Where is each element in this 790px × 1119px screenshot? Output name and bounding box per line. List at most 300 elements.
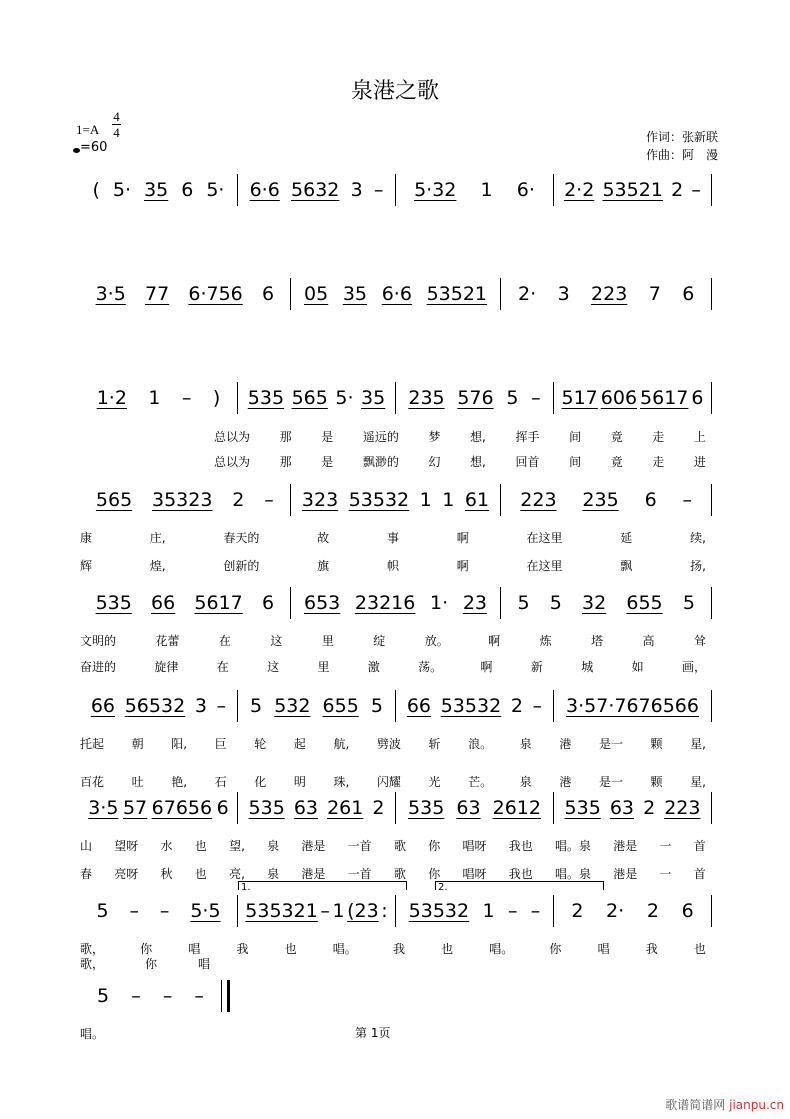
note-group: 261	[327, 797, 364, 819]
measure	[501, 283, 711, 305]
note-group: 323	[301, 489, 339, 511]
note-group: 2	[671, 179, 684, 201]
note-group: 535	[564, 797, 601, 819]
note-group: 23	[462, 592, 488, 614]
lyric-word: 故	[317, 531, 330, 545]
measure	[396, 900, 553, 922]
barline	[711, 278, 712, 310]
note-group: (	[92, 179, 100, 201]
lyric-word: 我	[236, 942, 249, 956]
lyric-word: 我也	[508, 867, 533, 881]
note-group: 5	[517, 592, 530, 614]
note-group: 5	[682, 592, 695, 614]
lyric-word: 飘	[620, 559, 633, 573]
lyric-word: 康	[80, 531, 93, 545]
lyric-word: 望,	[229, 839, 245, 853]
note-group: 3·5	[88, 797, 119, 819]
lyric-word: 耸	[693, 634, 706, 648]
lyric-word: 啊	[480, 660, 493, 674]
lyric-line	[80, 529, 706, 546]
lyric-word: 星,	[690, 775, 706, 789]
lyric-word: 你	[140, 942, 153, 956]
note-group: 3	[557, 283, 570, 305]
note-group: (23	[347, 900, 379, 922]
note-group: 655	[626, 592, 663, 614]
lyric-word: 亮,	[229, 867, 245, 881]
barline	[711, 690, 712, 722]
note-group: 35	[361, 387, 386, 409]
lyric-word: 荡。	[418, 660, 443, 674]
measure	[80, 900, 237, 922]
lyric-word: 续,	[690, 531, 706, 545]
note-group: –	[532, 695, 543, 717]
lyric-line	[80, 735, 706, 752]
note-group: 5	[250, 695, 263, 717]
note-group: 5·32	[414, 179, 457, 201]
note-group: 35	[144, 179, 169, 201]
lyric-word: 艳,	[171, 775, 188, 789]
note-group: 576	[457, 387, 494, 409]
lyric-word: 是	[321, 430, 334, 444]
lyric-word: 巨	[214, 737, 227, 751]
note-group: 61	[464, 489, 490, 511]
note-group: 66	[151, 592, 176, 614]
note-group: 57	[122, 797, 148, 819]
note-group: –	[530, 900, 541, 922]
lyric-word: 走	[652, 455, 665, 469]
lyric-word: 唱	[197, 957, 210, 971]
lyric-word: 也	[441, 942, 454, 956]
note-group: 565	[95, 489, 133, 511]
lyric-word: 也	[284, 942, 297, 956]
note-group: 2	[646, 900, 659, 922]
lyric-word: 颗	[650, 775, 663, 789]
staff-line	[80, 895, 712, 927]
lyric-word: 旗	[317, 559, 330, 573]
note-group: 6	[181, 179, 194, 201]
note-group: 6·756	[188, 283, 243, 305]
note-group: –	[216, 695, 227, 717]
note-group: 1	[332, 900, 345, 922]
lyric-word: 放。	[424, 634, 449, 648]
note-group: 23216	[354, 592, 416, 614]
lyric-line	[214, 453, 706, 470]
lyric-word: 光	[428, 775, 441, 789]
staff-line	[80, 382, 712, 414]
note-group: 223	[591, 283, 628, 305]
lyric-word: 啊	[456, 559, 469, 573]
composer: 作曲：阿 漫	[646, 148, 719, 162]
lyric-word: 你	[549, 942, 562, 956]
time-bottom: 4	[113, 125, 120, 140]
note-group: 2	[510, 695, 523, 717]
lyric-word: 挥手	[515, 430, 540, 444]
barline	[711, 382, 712, 414]
lyric-word: 一	[659, 867, 672, 881]
note-group: 2	[643, 797, 656, 819]
note-group: –	[129, 900, 139, 922]
staff-line	[80, 587, 712, 619]
key-signature: 1=A	[76, 122, 100, 137]
tempo-value: =60	[80, 140, 108, 155]
lyric-word: 是一	[598, 775, 623, 789]
measure	[80, 797, 237, 819]
lyric-word: 港是	[613, 839, 638, 853]
lyric-word: 港是	[613, 867, 638, 881]
note-group: 63	[293, 797, 319, 819]
lyric-word: 一	[659, 839, 672, 853]
lyric-word: 塔	[591, 634, 604, 648]
lyric-word: 想,	[470, 430, 486, 444]
note-group: 3·5	[95, 283, 126, 305]
measure	[80, 985, 221, 1007]
lyric-word: 托起	[80, 737, 105, 751]
lyric-word: 一首	[347, 839, 372, 853]
lyric-word: 颗	[650, 737, 663, 751]
staff-line	[80, 174, 712, 206]
lyric-word: 劈波	[376, 737, 401, 751]
measure	[238, 387, 395, 409]
lyric-word: 事	[386, 531, 399, 545]
lyricist: 作词：张新联	[646, 130, 719, 144]
measure	[501, 489, 711, 511]
note-group: 532	[274, 695, 311, 717]
lyric-word: 竟	[610, 455, 623, 469]
lyric-word: 芒。	[468, 775, 493, 789]
note-group: 6·	[516, 179, 535, 201]
lyric-word: 我	[645, 942, 658, 956]
lyric-word: 庄,	[149, 531, 166, 545]
watermark	[665, 1096, 784, 1113]
lyric-word: 唱。	[489, 942, 514, 956]
measure	[291, 283, 501, 305]
lyric-word: 如	[631, 660, 644, 674]
note-group: 5	[97, 985, 110, 1007]
lyric-word: 明	[293, 775, 306, 789]
lyric-word: 港是	[301, 867, 326, 881]
song-title: 泉港之歌	[350, 79, 439, 104]
lyric-word: 唱呀	[462, 867, 487, 881]
note-group: –	[682, 489, 693, 511]
lyric-word: 也	[693, 942, 706, 956]
measure	[396, 387, 553, 409]
note-group: –	[194, 985, 204, 1007]
note-group: 1	[482, 900, 495, 922]
measure	[501, 592, 711, 614]
lyric-word: 城	[581, 660, 594, 674]
lyric-word: 是一	[598, 737, 623, 751]
lyric-word: 进	[693, 455, 706, 469]
note-group: 1	[480, 179, 493, 201]
lyric-word: 唱	[188, 942, 201, 956]
lyric-word: 泉	[519, 775, 532, 789]
lyric-line	[80, 955, 210, 972]
lyric-word: 这	[267, 660, 280, 674]
note-group: 56532	[124, 695, 186, 717]
lyric-word: 创新的	[223, 559, 260, 573]
measure	[554, 387, 711, 409]
lyric-line	[80, 557, 706, 574]
lyric-word: 奋进的	[80, 660, 117, 674]
note-group: 53521	[426, 283, 488, 305]
barline	[711, 174, 712, 206]
note-group: 6	[682, 283, 695, 305]
note-group: 35323	[152, 489, 213, 511]
note-group: 35	[342, 283, 368, 305]
lyric-word: 在这里	[526, 559, 563, 573]
lyric-line	[80, 1025, 110, 1042]
lyric-word: 是	[321, 455, 334, 469]
lyric-word: 歌，	[80, 957, 105, 971]
lyric-word: 也	[194, 867, 207, 881]
note-group: 5·	[335, 387, 354, 409]
note-group: 2·	[518, 283, 537, 305]
lyric-word: 总以为	[214, 430, 251, 444]
lyric-word: 幻	[428, 455, 441, 469]
staff-line	[80, 690, 712, 722]
lyric-word: 航,	[333, 737, 350, 751]
barline	[711, 895, 712, 927]
lyric-word: 你	[428, 867, 441, 881]
lyric-word: 唱。	[80, 1027, 105, 1041]
lyric-word: 绽	[373, 634, 386, 648]
note-group: :	[381, 900, 388, 922]
measure	[554, 179, 711, 201]
note-group: 53532	[348, 489, 410, 511]
lyric-word: 唱	[597, 942, 610, 956]
lyric-word: 你	[428, 839, 441, 853]
note-group: 235	[582, 489, 619, 511]
lyric-word: 泉	[519, 737, 532, 751]
lyric-word: 歌	[393, 867, 406, 881]
tempo-marking	[73, 140, 107, 155]
lyric-word: 扬,	[690, 559, 706, 573]
lyric-word: 港	[559, 775, 572, 789]
lyric-word: 我也	[508, 839, 533, 853]
lyric-word: 飘渺的	[362, 455, 399, 469]
lyric-word: 也	[194, 839, 207, 853]
note-group: 63	[609, 797, 635, 819]
note-group: 77	[145, 283, 170, 305]
lyric-word: 吐	[131, 775, 144, 789]
lyric-word: 里	[317, 660, 330, 674]
note-group: 5	[96, 900, 109, 922]
measure	[238, 179, 395, 201]
note-group: 2·2	[564, 179, 595, 201]
note-group: 66	[90, 695, 116, 717]
lyric-word: 总以为	[214, 455, 251, 469]
lyric-word: 我	[392, 942, 405, 956]
note-group: 1	[419, 489, 432, 511]
measure	[238, 695, 395, 717]
lyric-word: 旋律	[154, 660, 179, 674]
measure	[554, 695, 711, 717]
staff-line	[80, 484, 712, 516]
note-group: 1	[442, 489, 455, 511]
lyric-word: 一首	[347, 867, 372, 881]
note-group: 1·	[430, 592, 449, 614]
lyric-word: 首	[693, 867, 706, 881]
lyric-word: 朝	[131, 737, 144, 751]
lyric-word: 啊	[456, 531, 469, 545]
note-group: 235	[408, 387, 445, 409]
note-group: 5	[549, 592, 562, 614]
note-group: 63	[456, 797, 481, 819]
lyric-word: 秋	[160, 867, 173, 881]
note-group: 5	[506, 387, 519, 409]
lyric-word: 这	[270, 634, 283, 648]
note-group: –	[264, 489, 274, 511]
note-group: 67656	[151, 797, 213, 819]
lyric-word: 想,	[470, 455, 486, 469]
lyric-word: 亮呀	[114, 867, 139, 881]
note-group: 6·6	[249, 179, 280, 201]
lyric-word: 炼	[539, 634, 552, 648]
lyric-word: 水	[160, 839, 173, 853]
note-group: 535	[248, 797, 285, 819]
measure	[80, 179, 237, 201]
lyric-word: 间	[569, 455, 582, 469]
lyric-word: 唱。泉	[555, 867, 592, 881]
note-group: 53521	[602, 179, 663, 201]
note-group: 6	[691, 387, 704, 409]
note-group: 535	[408, 797, 445, 819]
lyric-word: 珠,	[333, 775, 350, 789]
note-group: 6	[261, 283, 275, 305]
lyric-word: 辉	[80, 559, 93, 573]
measure	[291, 592, 501, 614]
lyric-word: 山	[80, 839, 93, 853]
measure	[80, 283, 290, 305]
time-signature	[112, 110, 121, 139]
measure	[80, 387, 237, 409]
note-group: 535	[95, 592, 132, 614]
lyric-word: 在	[218, 634, 231, 648]
note-group: 5617	[640, 387, 689, 409]
lyric-line	[80, 632, 706, 649]
lyric-word: 化	[254, 775, 267, 789]
note-group: –	[373, 179, 384, 201]
note-group: 5·	[112, 179, 132, 201]
note-group: 517	[561, 387, 598, 409]
measure	[80, 695, 237, 717]
lyric-word: 竟	[610, 430, 623, 444]
lyric-word: 里	[321, 634, 334, 648]
lyric-word: 港	[559, 737, 572, 751]
lyric-word: 花蕾	[155, 634, 180, 648]
note-group: 653	[304, 592, 341, 614]
lyric-word: 唱呀	[462, 839, 487, 853]
lyric-word: 星,	[690, 737, 706, 751]
quarter-note-icon	[73, 148, 80, 153]
lyric-word: 新	[530, 660, 543, 674]
note-group: 5·5	[190, 900, 221, 922]
lyric-line	[80, 865, 706, 882]
lyric-word: 浪。	[468, 737, 493, 751]
lyric-word: 梦	[428, 430, 441, 444]
note-group: –	[181, 387, 192, 409]
note-group: 6·6	[381, 283, 412, 305]
watermark-cn: 歌谱简谱网	[665, 1098, 726, 1112]
note-group: 66	[406, 695, 432, 717]
lyric-word: 在	[216, 660, 229, 674]
lyric-line	[214, 428, 706, 445]
note-group: –	[531, 387, 541, 409]
lyric-word: 唱。泉	[555, 839, 592, 853]
note-group: 6	[216, 797, 229, 819]
note-group: –	[162, 985, 173, 1007]
lyric-word: 那	[279, 455, 292, 469]
note-group: 606	[600, 387, 638, 409]
lyric-word: 帜	[386, 559, 399, 573]
measure	[554, 900, 711, 922]
staff-line	[80, 980, 230, 1012]
note-group: 53532	[408, 900, 470, 922]
note-group: 223	[664, 797, 701, 819]
lyric-word: 望呀	[114, 839, 139, 853]
staff-line	[80, 792, 712, 824]
note-group: 2	[232, 489, 245, 511]
note-group: 5·	[206, 179, 225, 201]
lyric-word: 激	[367, 660, 380, 674]
measure	[554, 797, 711, 819]
note-group: 3·57·7676566	[566, 695, 699, 717]
lyric-word: 春	[80, 867, 93, 881]
lyric-word: 歌，	[80, 942, 105, 956]
note-group: 655	[322, 695, 359, 717]
measure	[396, 695, 553, 717]
note-group: 2	[372, 797, 385, 819]
lyric-word: 你	[144, 957, 157, 971]
note-group: 6	[261, 592, 275, 614]
lyric-word: 歌	[393, 839, 406, 853]
lyric-word: 泉	[267, 839, 280, 853]
note-group: 1	[148, 387, 161, 409]
note-group: 6	[681, 900, 694, 922]
lyric-word: 百花	[80, 775, 105, 789]
measure	[80, 489, 290, 511]
lyric-line	[80, 658, 706, 675]
measure	[396, 797, 553, 819]
lyric-word: 回首	[515, 455, 540, 469]
note-group: 53532	[440, 695, 502, 717]
note-group: –	[131, 985, 141, 1007]
volta-bracket: 2.	[435, 881, 604, 890]
lyric-word: 煌,	[149, 559, 166, 573]
measure	[238, 900, 395, 922]
lyric-line	[80, 837, 706, 854]
note-group: 5632	[291, 179, 340, 201]
note-group: –	[691, 179, 701, 201]
page-number: 第 1页	[355, 1026, 391, 1040]
note-group: 6	[644, 489, 657, 511]
barline	[711, 792, 712, 824]
lyric-word: 首	[693, 839, 706, 853]
note-group: 05	[304, 283, 329, 305]
note-group: 2	[571, 900, 584, 922]
watermark-url: jianpu.cn	[729, 1098, 784, 1112]
note-group: 535	[247, 387, 285, 409]
note-group: 5	[370, 695, 383, 717]
lyric-word: 啊	[488, 634, 501, 648]
lyric-word: 上	[693, 430, 706, 444]
note-group: 1·2	[96, 387, 127, 409]
note-group: 2612	[492, 797, 541, 819]
lyric-word: 走	[652, 430, 665, 444]
measure	[291, 489, 501, 511]
lyric-word: 高	[642, 634, 655, 648]
note-group: 2·	[606, 900, 625, 922]
